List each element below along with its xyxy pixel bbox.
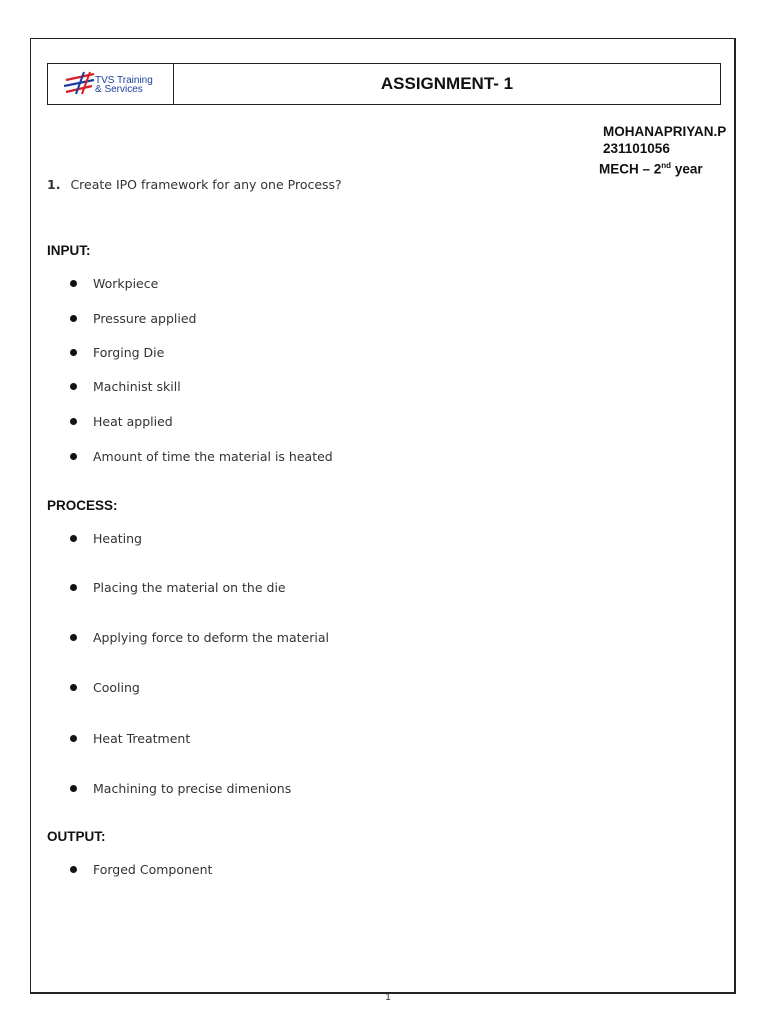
question-number: 1. xyxy=(47,177,61,192)
input-item: Pressure applied xyxy=(70,311,196,326)
bullet-icon xyxy=(70,584,77,591)
bullet-icon xyxy=(70,315,77,322)
student-name: MOHANAPRIYAN.P xyxy=(603,124,727,139)
input-item: Amount of time the material is heated xyxy=(70,449,333,464)
bullet-icon xyxy=(70,866,77,873)
process-item: Placing the material on the die xyxy=(70,580,286,595)
process-item: Applying force to deform the material xyxy=(70,630,329,645)
output-item: Forged Component xyxy=(70,862,212,877)
question-1 xyxy=(47,177,342,192)
page-number: 1 xyxy=(385,992,391,1003)
input-heading: INPUT: xyxy=(47,243,91,258)
output-heading: OUTPUT: xyxy=(47,829,106,844)
input-item: Heat applied xyxy=(70,414,173,429)
bullet-icon xyxy=(70,785,77,792)
process-item: Heating xyxy=(70,531,142,546)
process-heading: PROCESS: xyxy=(47,498,118,513)
assignment-title: ASSIGNMENT- 1 xyxy=(380,74,514,93)
logo-text xyxy=(95,76,153,94)
header-table xyxy=(47,63,721,105)
input-item: Forging Die xyxy=(70,345,164,360)
bullet-icon xyxy=(70,280,77,287)
dept-year-suffix: year xyxy=(671,161,703,177)
logo-cell xyxy=(48,64,174,104)
bullet-icon xyxy=(70,535,77,542)
bullet-icon xyxy=(70,634,77,641)
logo-line-2: & Services xyxy=(95,84,143,95)
bullet-icon xyxy=(70,453,77,460)
tvs-logo-icon xyxy=(64,70,98,96)
bullet-icon xyxy=(70,418,77,425)
question-text: Create IPO framework for any one Process? xyxy=(70,177,342,192)
logo-line-1: TVS Training xyxy=(95,75,153,86)
process-item: Cooling xyxy=(70,680,140,695)
process-item: Machining to precise dimenions xyxy=(70,781,291,796)
bullet-icon xyxy=(70,349,77,356)
input-item: Machinist skill xyxy=(70,379,181,394)
dept-year-prefix: MECH – 2 xyxy=(599,161,662,177)
student-dept-year xyxy=(599,157,703,178)
bullet-icon xyxy=(70,383,77,390)
bullet-icon xyxy=(70,684,77,691)
bullet-icon xyxy=(70,735,77,742)
dept-year-sup: nd xyxy=(661,161,672,170)
student-id: 231101056 xyxy=(603,141,670,156)
input-item: Workpiece xyxy=(70,276,158,291)
process-item: Heat Treatment xyxy=(70,731,190,746)
